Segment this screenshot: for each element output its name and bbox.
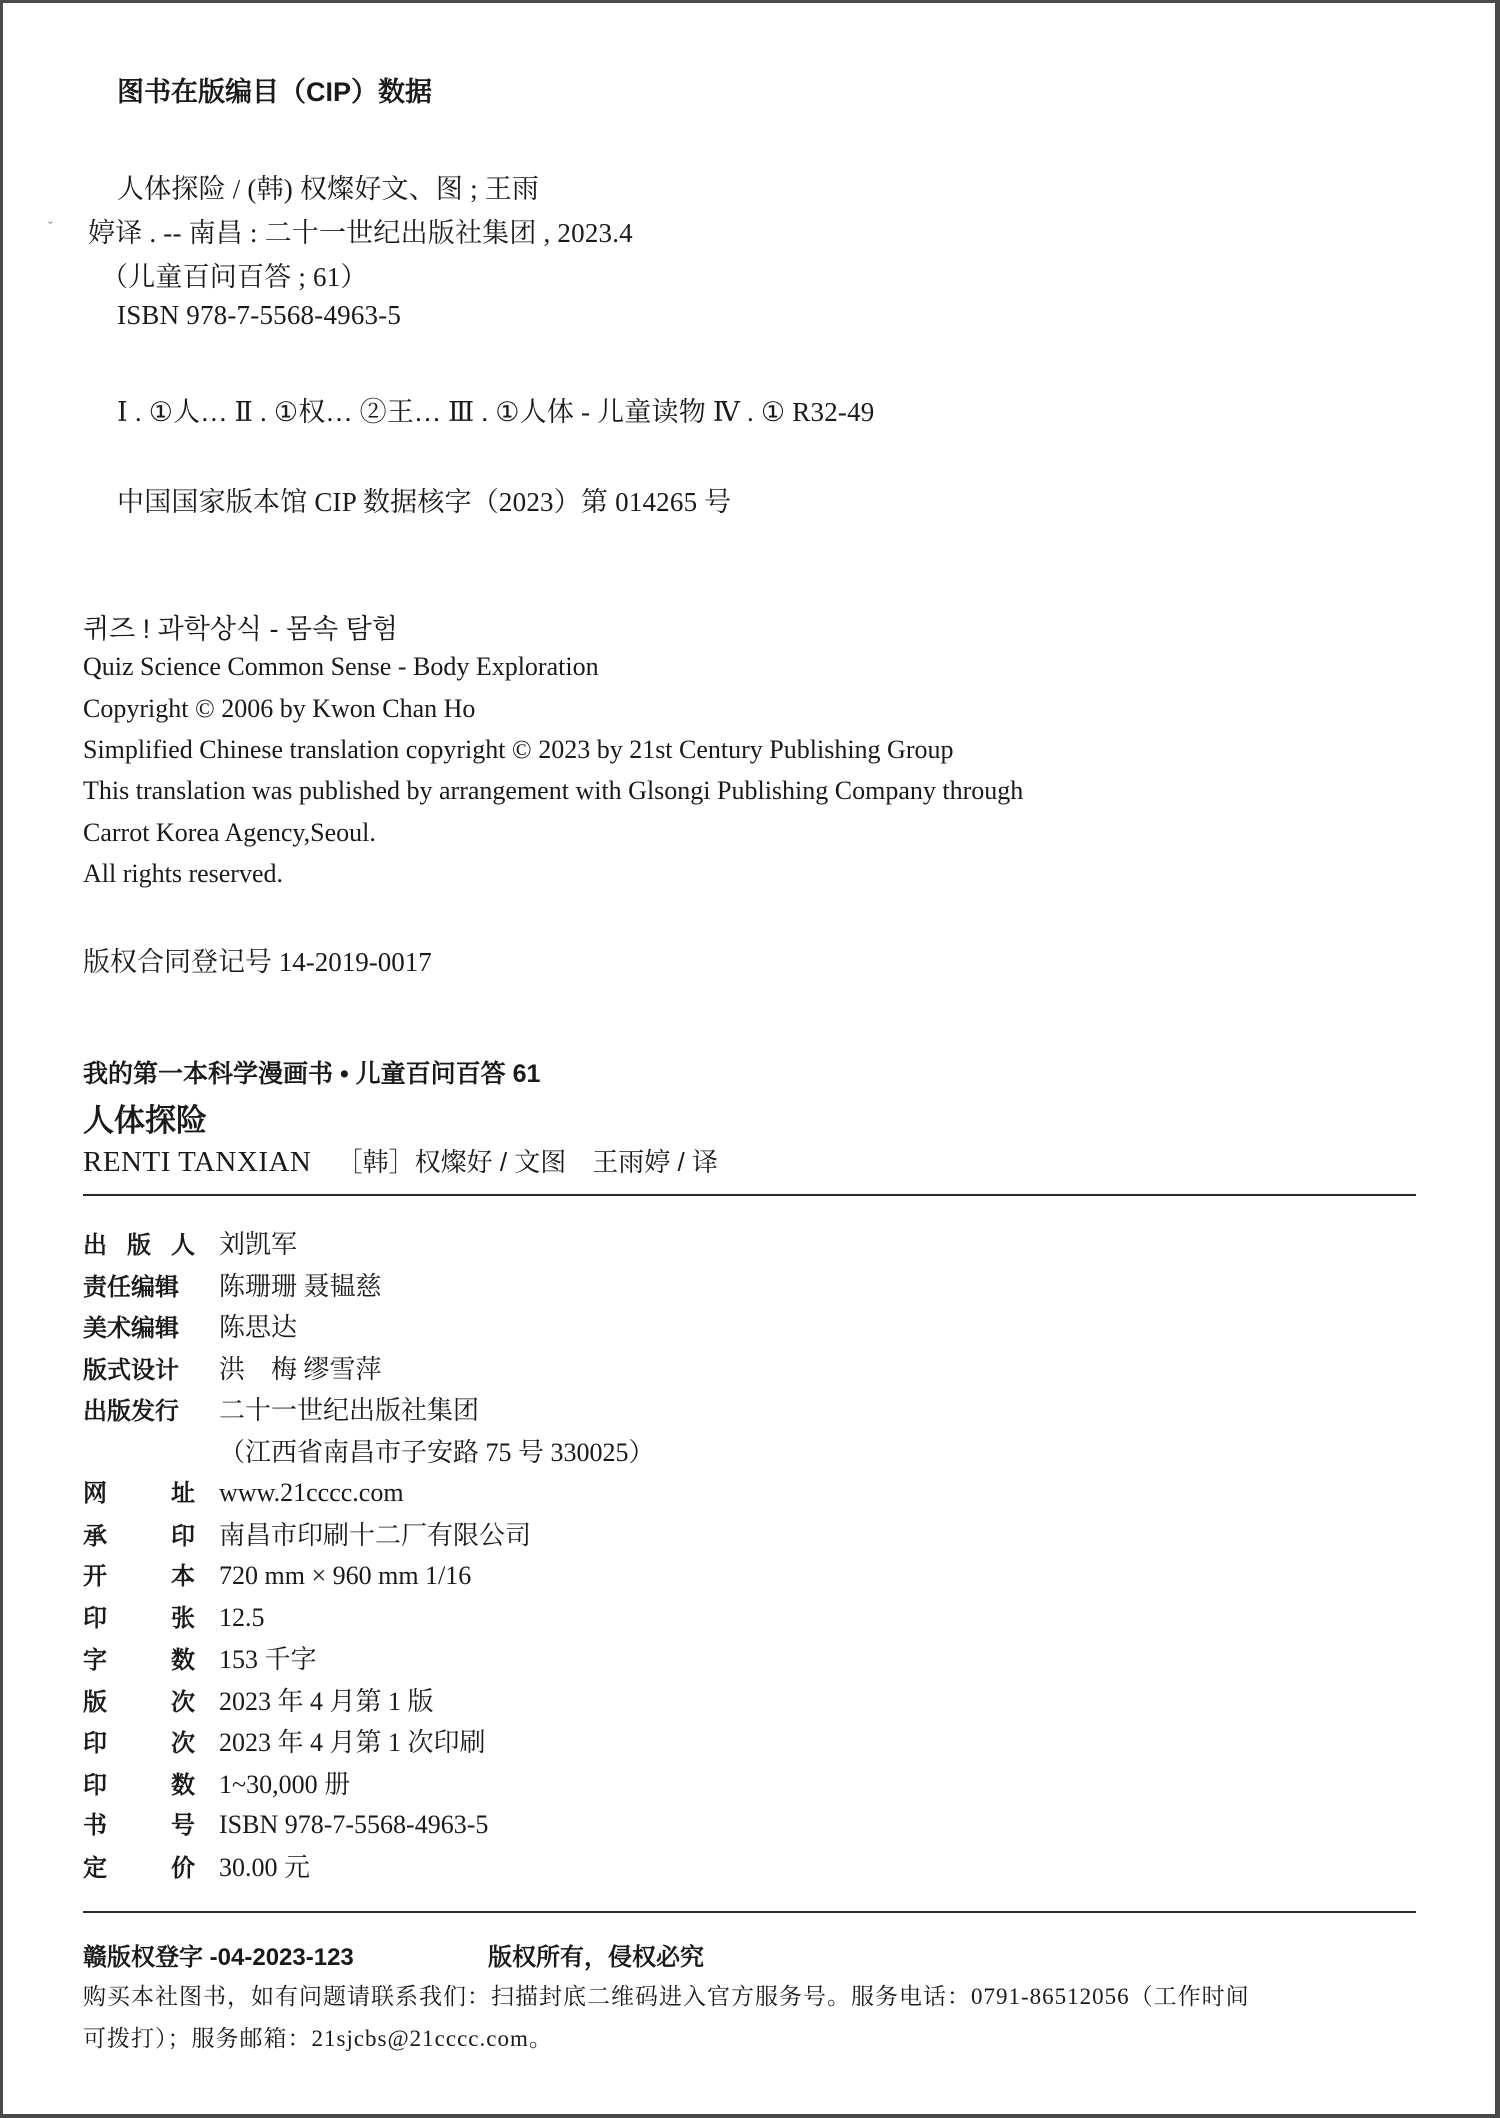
colophon-label-char: 版 [83,1688,107,1716]
colophon-row [83,1847,655,1889]
colophon-label-char: 版式设计 [83,1356,179,1384]
colophon-label [83,1391,195,1426]
colophon-value: 12.5 [219,1602,265,1632]
cip-classification: Ⅰ . ①人… Ⅱ . ①权… ②王… Ⅲ . ①人体 - 儿童读物 Ⅳ . ① R32-49 [117,397,875,427]
copyright-line-6: All rights reserved. [83,859,284,888]
copyright-line-5: Carrot Korea Agency,Seoul. [83,818,376,847]
colophon-label-char: 次 [171,1730,195,1757]
series-name: 我的第一本科学漫画书 • 儿童百问百答 61 [83,1060,541,1088]
colophon-label-char: 美术编辑 [83,1315,179,1342]
colophon-label-char: 定 [83,1854,107,1882]
cip-verification: 中国国家版本馆 CIP 数据核字（2023）第 014265 号 [117,487,732,517]
colophon-label-char: 本 [171,1563,195,1590]
colophon-label [83,1640,195,1675]
colophon-label-char: 责任编辑 [83,1273,179,1301]
colophon-row [83,1224,655,1266]
copyright-registration-number: 赣版权登字 -04-2023-123 [83,1944,354,1971]
copyright-line-1: Quiz Science Common Sense - Body Exploration [83,652,599,681]
colophon-value: ISBN 978-7-5568-4963-5 [219,1810,489,1839]
korean-title: 퀴즈 ! 과학상식 - 몸속 탐험 [83,614,398,644]
colophon-label [83,1225,195,1260]
colophon-row [83,1764,655,1806]
copyright-line-3: Simplified Chinese translation copyright © 2023 by 21st Century Publishing Group [83,735,954,764]
colophon-label [83,1682,195,1717]
colophon-label-char: 出版发行 [83,1398,179,1425]
colophon-row [83,1598,655,1640]
copyright-line-4: This translation was published by arrangement with Glsongi Publishing Company through [83,776,1024,805]
colophon-label-char: 书 [83,1812,107,1839]
colophon-row [83,1722,655,1764]
colophon-value: （江西省南昌市子安路 75 号 330025） [219,1437,655,1467]
colophon-row [83,1307,655,1349]
colophon-value: 1~30,000 册 [219,1769,351,1799]
colophon-row [83,1556,655,1598]
colophon-label [83,1473,195,1508]
colophon-label-char: 承 [83,1522,107,1550]
divider-bottom [83,1911,1416,1913]
colophon-label-char: 印 [83,1771,107,1799]
colophon-value: 洪 梅 缪雪萍 [219,1354,382,1384]
colophon-label-char: 印 [171,1522,195,1550]
colophon-label [83,1805,195,1840]
colophon-label-char: 次 [171,1688,195,1716]
colophon-label [83,1267,195,1302]
colophon-value: 二十一世纪出版社集团 [219,1396,480,1425]
divider-top [83,1194,1416,1196]
colophon-label-char: 印 [83,1730,107,1757]
colophon-value: 2023 年 4 月第 1 版 [219,1686,434,1716]
colophon-label [83,1765,195,1800]
colophon-value: 刘凯军 [219,1230,298,1259]
all-rights-reserved: 版权所有，侵权必究 [488,1944,704,1971]
colophon-label [83,1848,195,1883]
colophon-label-char: 数 [171,1771,195,1799]
colophon-row [83,1639,655,1681]
colophon-value: 720 mm × 960 mm 1/16 [219,1561,472,1590]
colophon-label-char: 人 [171,1232,195,1259]
colophon-row [83,1515,655,1557]
cip-heading: 图书在版编目（CIP）数据 [117,77,433,107]
colophon-label [83,1350,195,1385]
book-pinyin: RENTI TANXIAN [83,1146,312,1178]
contract-registration: 版权合同登记号 14-2019-0017 [83,947,432,977]
colophon-label-char: 字 [83,1647,107,1674]
colophon-row [83,1349,655,1391]
colophon-row [83,1473,655,1515]
copyright-line-2: Copyright © 2006 by Kwon Chan Ho [83,694,476,723]
colophon-value: 2023 年 4 月第 1 次印刷 [219,1728,486,1757]
colophon-row [83,1390,655,1432]
colophon-row [83,1681,655,1723]
colophon-label-char: 出 [83,1232,107,1259]
colophon-label-char: 版 [127,1232,151,1259]
book-credits: ［韩］权燦好 / 文图 王雨婷 / 译 [336,1147,718,1177]
colophon-label [83,1516,195,1551]
colophon-label [83,1308,195,1343]
colophon-row [83,1432,655,1474]
colophon-value: 陈珊珊 聂韫慈 [219,1271,382,1301]
cip-line-2: 婷译 . -- 南昌 : 二十一世纪出版社集团 , 2023.4 [88,218,633,248]
colophon-label [83,1556,195,1591]
colophon-row [83,1805,655,1847]
colophon-label-char: 号 [171,1812,195,1839]
colophon-label-char: 数 [171,1647,195,1674]
colophon-row [83,1266,655,1308]
margin-mark: ˇ [48,220,53,235]
colophon-label-char: 网 [83,1480,107,1507]
colophon-label [83,1598,195,1633]
colophon-label-char: 开 [83,1563,107,1590]
cip-line-1: 人体探险 / (韩) 权燦好文、图 ; 王雨 [117,174,540,204]
service-note-line-2: 可拨打）；服务邮箱：21sjcbs@21cccc.com。 [83,2026,553,2051]
cip-line-3: （儿童百问百答 ; 61） [101,262,368,292]
book-title: 人体探险 [83,1103,207,1138]
colophon-value: 153 千字 [219,1645,317,1674]
colophon-table [83,1224,655,1888]
colophon-label-char: 张 [171,1604,195,1632]
colophon-label-char: 价 [171,1854,195,1882]
cip-isbn: ISBN 978-7-5568-4963-5 [117,300,402,330]
colophon-value: www.21cccc.com [219,1478,404,1507]
colophon-value: 南昌市印刷十二厂有限公司 [219,1520,532,1550]
colophon-label [83,1723,195,1758]
book-subtitle [83,1142,718,1179]
service-note-line-1: 购买本社图书，如有问题请联系我们：扫描封底二维码进入官方服务号。服务电话：0791-86512056（工作时间 [83,1984,1250,2009]
colophon-value: 30.00 元 [219,1852,311,1882]
colophon-label-char: 址 [171,1480,195,1507]
colophon-label-char: 印 [83,1604,107,1632]
colophon-value: 陈思达 [219,1313,298,1342]
